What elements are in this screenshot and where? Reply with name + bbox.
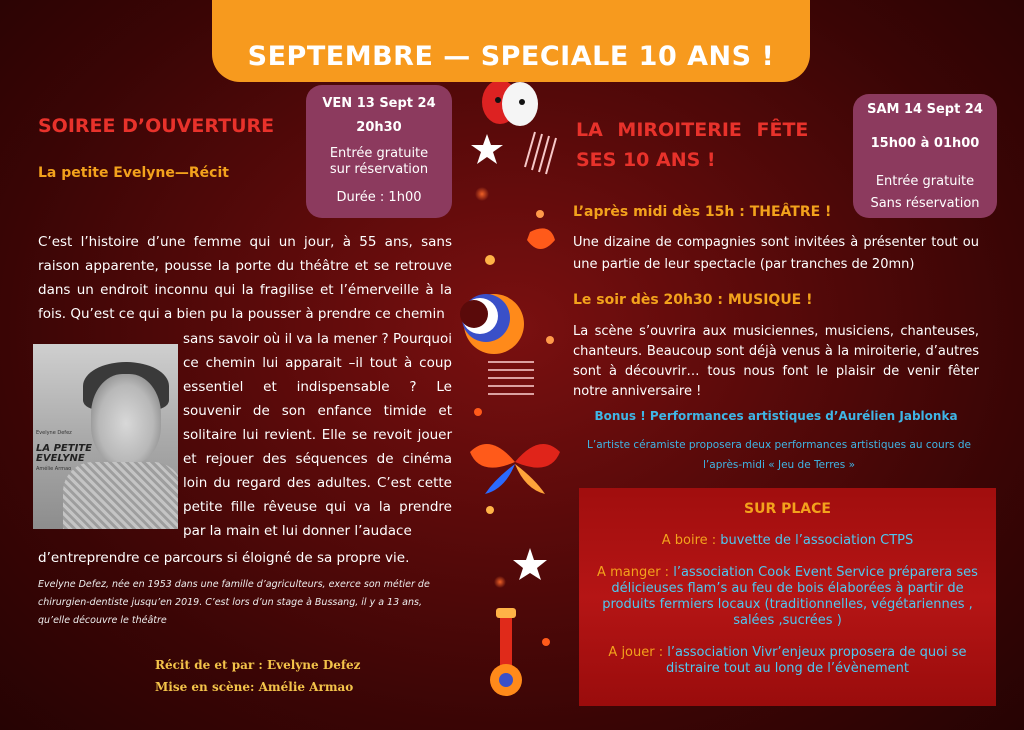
page-title: SEPTEMBRE — SPECIALE 10 ANS ! <box>247 41 775 72</box>
crescent-icon <box>460 294 524 354</box>
glow-dot-icon <box>536 210 544 218</box>
book-author: Evelyne Defez <box>36 430 72 436</box>
afternoon-title: L’après midi dès 15h : THEÂTRE ! <box>573 204 832 220</box>
story-paragraph-wrap: sans savoir où il va la mener ? Pourquoi ce chemin lui apparait –il tout à coup essentiel et indispensable ? Le souvenir de son enfance timide et solitaire lui revient. Elle se revoit jouer et rejouer des séquences de cinéma loin du regard des adultes. C’est cette petite fille rêveuse qui va la prendre par la main et lui donner l’audace <box>183 331 452 539</box>
swirl-icon <box>527 228 555 249</box>
bonus-text: L’artiste céramiste proposera deux performances artistiques au cours de l’après-midi « Jeu de Terres » <box>587 439 971 471</box>
datebox-sam <box>853 94 997 218</box>
left-heading: SOIREE D’OUVERTURE <box>38 115 275 137</box>
right-heading-line-2: SES 10 ANS ! <box>576 149 716 171</box>
star-icon <box>471 134 503 164</box>
author-bio: Evelyne Defez, née en 1953 dans une famille d’agriculteurs, exerce son métier de chirurgien-dentiste jusqu’en 2019. C’est lors d’un stage à Bussang, il y a 13 ans, qu’elle découvre le théâtre <box>38 579 430 626</box>
sur-place-title: SUR PLACE <box>744 501 831 517</box>
glow-dot-icon <box>542 638 550 646</box>
right-heading-line-1: LA MIROITERIE FÊTE <box>576 119 809 141</box>
afternoon-text: Une dizaine de compagnies sont invitées à présenter tout ou une partie de leur spectacle (par tranches de 20mn) <box>573 235 979 272</box>
sur-place-manger: A manger : l’association Cook Event Service préparera ses délicieuses flam’s au feu de bois élaborées à partir de produits fermiers locaux (traditionnelles, végétariennes , salées ,sucrées ) <box>597 565 978 628</box>
streaks-icon <box>525 132 556 174</box>
book-title: LA PETITE EVELYNE <box>36 443 92 464</box>
datebox-ven-date: VEN 13 Sept 24 <box>322 96 436 111</box>
sur-place-panel <box>579 488 996 706</box>
glow-dot-icon <box>546 336 554 344</box>
evening-title: Le soir dès 20h30 : MUSIQUE ! <box>573 292 813 308</box>
datebox-ven-duration: Durée : 1h00 <box>336 189 422 205</box>
glow-dot-icon <box>494 576 506 588</box>
guitar-icon <box>490 608 522 696</box>
datebox-sam-time: 15h00 à 01h00 <box>870 136 980 152</box>
story-paragraph-end: d’entreprendre ce parcours si éloigné de sa propre vie. <box>38 550 410 566</box>
glow-dot-icon <box>474 408 482 416</box>
glow-dot-icon <box>475 187 489 201</box>
glow-dot-icon <box>485 255 495 265</box>
glow-dot-icon <box>486 506 494 514</box>
bonus-title: Bonus ! Performances artistiques d’Aurélien Jablonka <box>594 409 958 423</box>
evening-text: La scène s’ouvrira aux musiciennes, musiciens, chanteuses, chanteurs. Beaucoup sont déjà venus à la miroiterie, d’autres sont à découvrir… tous nous font le plaisir de venir fêter notre anniversaire ! <box>573 324 979 399</box>
datebox-ven-entry: Entrée gratuite sur réservation <box>329 145 429 177</box>
datebox-sam-entry-1: Entrée gratuite <box>875 173 975 189</box>
left-subheading: La petite Evelyne—Récit <box>38 165 229 181</box>
datebox-ven <box>306 85 452 218</box>
photo-coat <box>63 462 178 529</box>
mask-icon <box>482 82 538 126</box>
butterfly-icon <box>470 444 560 494</box>
sur-place-jouer: A jouer : l’association Vivr’enjeux proposera de quoi se distraire tout au long de l’évènement <box>608 645 967 676</box>
sur-place-boire: A boire : buvette de l’association CTPS <box>661 533 914 548</box>
credits <box>155 654 361 698</box>
decorative-strip <box>460 82 570 730</box>
book-director: Amélie Armao <box>36 466 72 472</box>
datebox-sam-date: SAM 14 Sept 24 <box>867 102 983 117</box>
story-paragraph-top: C’est l’histoire d’une femme qui un jour, à 55 ans, sans raison apparente, pousse la porte du théâtre et se retrouve dans un endroit inconnu qui la fragilise et l’émerveille à la fois. Qu’est ce qui a bien pu la pousser à prendre ce chemin <box>38 234 452 322</box>
credit-mise-en-scene: Mise en scène: Amélie Armao <box>155 680 354 694</box>
page-banner <box>212 0 810 82</box>
photo-face <box>91 374 161 464</box>
datebox-sam-entry-2: Sans réservation <box>870 195 980 211</box>
star-icon <box>513 548 547 580</box>
lines-icon <box>488 362 534 394</box>
book-cover-photo <box>33 344 178 529</box>
credit-recit: Récit de et par : Evelyne Defez <box>155 658 361 672</box>
right-heading <box>576 115 808 175</box>
datebox-ven-time: 20h30 <box>356 120 402 136</box>
